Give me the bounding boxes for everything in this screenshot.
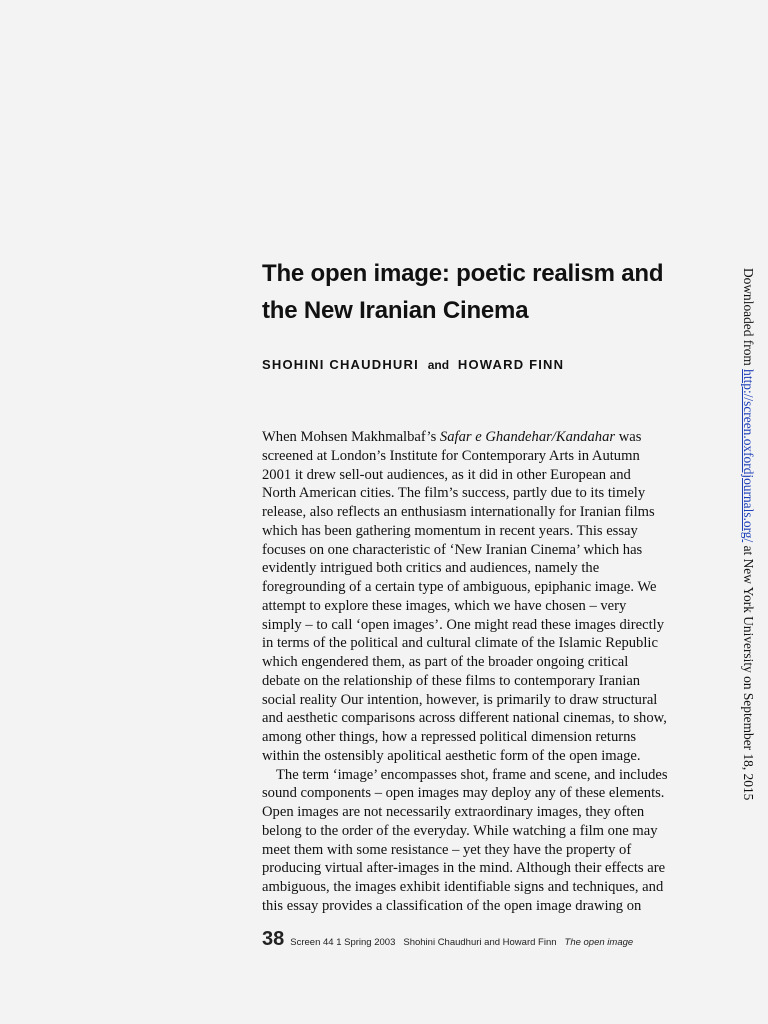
journal-link[interactable]: http://screen.oxfordjournals.org/	[741, 369, 756, 543]
body-line: among other things, how a repressed political dimension returns	[262, 729, 637, 745]
page-number: 38	[262, 928, 285, 950]
body-line: this essay provides a classification of the open image drawing on	[262, 897, 642, 914]
body-line: release, also reflects an enthusiasm internationally for Iranian films	[262, 504, 655, 520]
body-line: North American cities. The film’s success, partly due to its timely	[262, 485, 646, 502]
body-line: producing virtual after-images in the mind. Although their effects are	[262, 860, 666, 877]
body-line: Open images are not necessarily extraordinary images, they often	[262, 804, 645, 820]
body-line: evidently intrigued both critics and audiences, namely the	[262, 560, 600, 577]
journal-citation: Screen 44 1 Spring 2003	[290, 937, 396, 948]
body-line: foregrounding of a certain type of ambiguous, epiphanic image. We	[262, 579, 657, 595]
body-line: meet them with some resistance – yet they have the property of	[262, 841, 632, 858]
body-line: focuses on one characteristic of ‘New Iranian Cinema’ which has	[262, 541, 643, 558]
watermark-suffix: at New York University on September 18, 2015	[741, 542, 756, 801]
author-1: SHOHINI CHAUDHURI	[262, 357, 419, 372]
body-line: within the ostensibly apolitical aesthetic form of the open image.	[262, 747, 641, 764]
body-line: attempt to explore these images, which we have chosen – very	[262, 597, 627, 614]
title-line-2: the New Iranian Cinema	[262, 297, 529, 324]
body-line: sound components – open images may deploy any of these elements.	[262, 785, 665, 802]
author-line	[262, 357, 564, 372]
body-line: which has been gathering momentum in recent years. This essay	[262, 522, 638, 539]
body-text-run: was	[615, 429, 642, 445]
title-line-1: The open image: poetic realism and	[262, 260, 664, 287]
body-line: debate on the relationship of these films to contemporary Iranian	[262, 672, 641, 689]
footer-authors: Shohini Chaudhuri and Howard Finn	[403, 937, 557, 948]
body-line: 2001 it drew sell-out audiences, as it did in other European and	[262, 466, 631, 483]
download-watermark	[738, 268, 758, 800]
body-line: simply – to call ‘open images’. One might read these images directly	[262, 616, 665, 633]
body-line: which engendered them, as part of the broader ongoing critical	[262, 654, 629, 670]
body-line	[262, 428, 722, 447]
article-body	[262, 428, 722, 916]
body-line: and aesthetic comparisons across different national cinemas, to show,	[262, 710, 667, 727]
article-title	[262, 255, 732, 329]
film-title: Safar e Ghandehar/Kandahar	[439, 429, 616, 445]
body-line: belong to the order of the everyday. While watching a film one may	[262, 822, 658, 839]
page-footer	[262, 928, 633, 951]
body-line: ambiguous, the images exhibit identifiable signs and techniques, and	[262, 879, 664, 895]
running-title: The open image	[564, 937, 634, 948]
watermark-prefix: Downloaded from	[741, 268, 756, 370]
body-line: screened at London’s Institute for Contemporary Arts in Autumn	[262, 447, 640, 464]
author-2: HOWARD FINN	[457, 357, 565, 372]
body-line: The term ‘image’ encompasses shot, frame and scene, and includes	[276, 766, 668, 783]
body-text-run: When Mohsen Makhmalbaf’s	[262, 429, 440, 445]
author-conjunction: and	[427, 358, 450, 372]
body-line: social reality Our intention, however, is primarily to draw structural	[262, 691, 658, 708]
body-line: in terms of the political and cultural climate of the Islamic Republic	[262, 635, 658, 652]
